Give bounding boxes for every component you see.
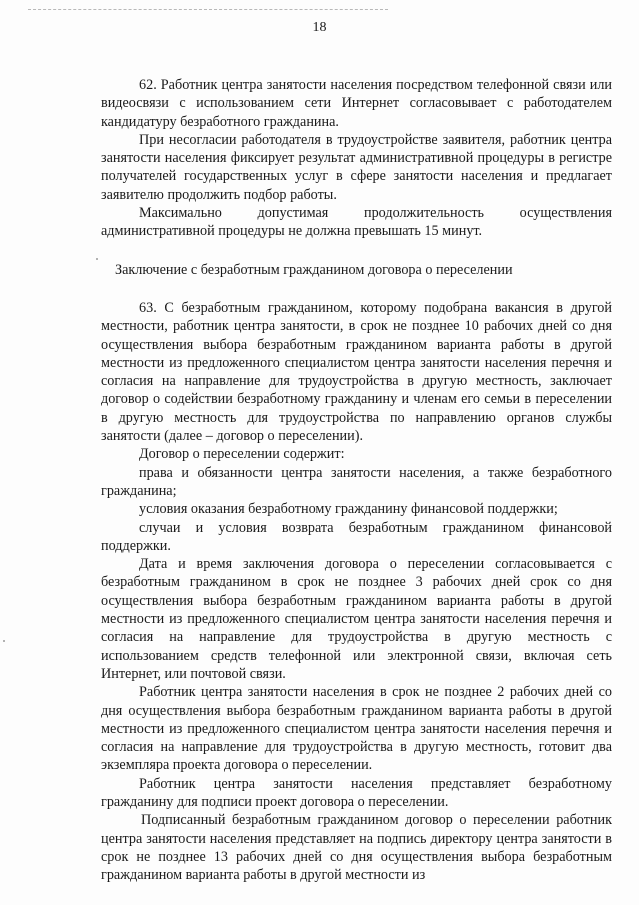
paragraph-max-duration: Максимально допустимая продолжительность осуществления административной процедуры не должна превышать 15 минут. — [101, 205, 612, 240]
paragraph-62: 62. Работник центра занятости населения посредством телефонной связи или видеосвязи с использованием сети Интернет согласовывает с работодателем кандидатуру безработного гражданина. — [101, 77, 612, 130]
scan-speck — [96, 258, 98, 260]
list-item-support-conditions: условия оказания безработному гражданину финансовой поддержки; — [139, 501, 558, 518]
list-item-refund-cases: случаи и условия возврата безработным гражданином финансовой поддержки. — [101, 519, 612, 554]
list-item-rights: права и обязанности центра занятости населения, а также безработного гражданина; — [101, 464, 612, 499]
paragraph-date-time: Дата и время заключения договора о переселении согласовывается с безработным гражданином в срок не позднее 3 рабочих дней срок со дня осуществления выбора безработным гражданином варианта работы в другой местности из предложенного специалистом центра занятости населения перечня и согласия на направление для трудоустройства в другую местность с использованием средств телефонной или электронной связи, включая сеть Интернет, или почтовой связи. — [101, 556, 612, 682]
scan-artifact-line — [28, 9, 388, 10]
paragraph-63: 63. С безработным гражданином, которому подобрана вакансия в другой местности, работник центра занятости, в срок не позднее 10 рабочих дней со дня осуществления выбора безработным гражданином варианта работы в другой местности из предложенного специалистом центра занятости населения перечня и согласия на направление для трудоустройства в другую местность, заключает договор о содействии безработному гражданину и членам его семьи в переселении в другую местность для трудоустройства по направлению органов службы занятости (далее – договор о переселении). — [101, 299, 612, 445]
section-heading: Заключение с безработным гражданином договора о переселении — [115, 261, 513, 278]
paragraph-contract-contains: Договор о переселении содержит: — [139, 446, 345, 463]
document-body — [101, 76, 612, 884]
paragraph-disagreement: При несогласии работодателя в трудоустройстве заявителя, работник центра занятости населения фиксирует результат административной процедуры в регистре получателей государственных услуг в сфере занятости населения и предлагает заявителю продолжить подбор работы. — [101, 131, 612, 203]
paragraph-prepares-copies: Работник центра занятости населения в срок не позднее 2 рабочих дней со дня осуществления выбора безработным гражданином варианта работы в другой местности из предложенного специалистом центра занятости населения перечня и согласия на направление для трудоустройства в другую местность, готовит два экземпляра проекта договора о переселении. — [101, 684, 612, 774]
page-number: 18 — [312, 20, 327, 35]
paragraph-signed-contract: Подписанный безработным гражданином договор о переселении работник центра занятости населения представляет на подпись директору центра занятости в срок не позднее 13 рабочих дней со дня осуществления выбора безработным гражданином варианта работы в другой местности из — [101, 812, 612, 884]
paragraph-presents-draft: Работник центра занятости населения представляет безработному гражданину для подписи проект договора о переселении. — [101, 775, 612, 810]
scan-speck — [3, 640, 5, 642]
